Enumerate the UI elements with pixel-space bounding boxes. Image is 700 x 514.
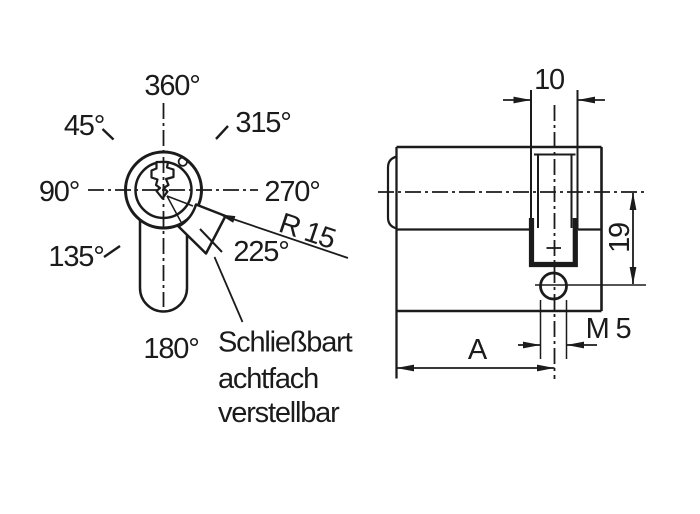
tick-135 (104, 246, 120, 257)
caption-line-2: achtfach (218, 363, 319, 395)
dimA-arrow-right (537, 365, 555, 372)
dim-label-a: A (467, 334, 487, 366)
angle-label-270: 270° (264, 176, 320, 208)
angle-label-135: 135° (48, 241, 104, 273)
dim10-arrow-left (514, 97, 532, 104)
angle-label-360: 360° (144, 70, 200, 102)
tick-45 (103, 129, 114, 140)
radius-label: R 15 (275, 207, 339, 256)
caption-line-3: verstellbar (218, 397, 339, 429)
dim-label-m5: M 5 (585, 313, 631, 345)
angle-label-45: 45° (63, 110, 105, 142)
m5-arrow-left (523, 342, 541, 349)
dim-label-19: 19 (604, 223, 636, 253)
dim10-arrow-right (578, 97, 596, 104)
tick-315 (216, 126, 228, 139)
angle-label-225: 225° (233, 236, 289, 268)
dim-label-10: 10 (534, 64, 564, 96)
caption-line-1: Schließbart (218, 326, 352, 359)
dimA-arrow-left (397, 365, 415, 372)
m5-arrow-right (567, 342, 585, 349)
side-view (378, 64, 646, 379)
m5-hole-circle (541, 273, 567, 299)
front-view (39, 70, 353, 429)
dim19-arrow-bottom (630, 267, 637, 285)
angle-label-315: 315° (235, 107, 291, 139)
angle-label-90: 90° (38, 176, 80, 208)
angle-label-180: 180° (143, 333, 199, 365)
dim19-arrow-top (630, 193, 637, 211)
